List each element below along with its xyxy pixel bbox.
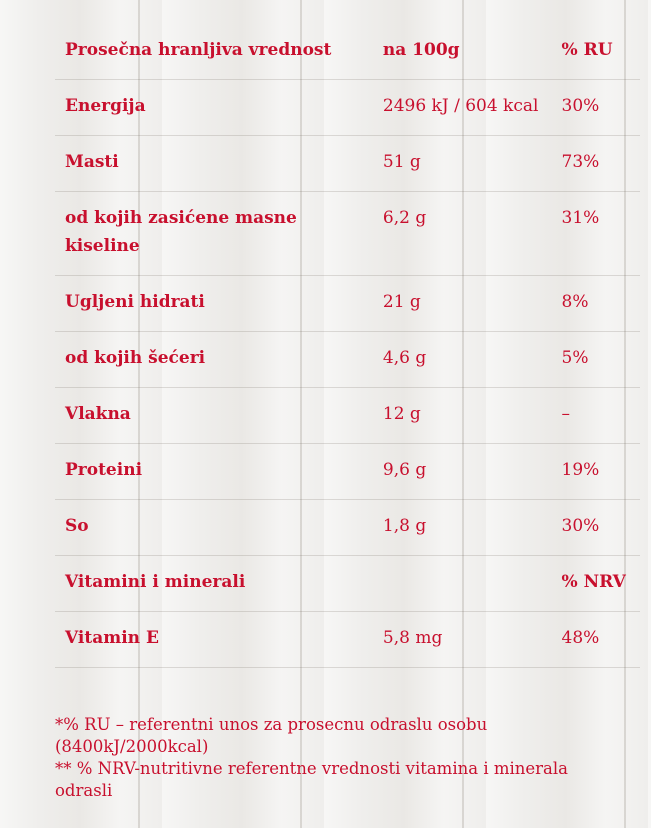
section-name: Vitamini i minerali (55, 556, 373, 612)
table-row (55, 388, 640, 444)
nutrient-amount: 5,8 mg (373, 612, 552, 668)
nutrient-amount: 4,6 g (373, 332, 552, 388)
footnote-nrv: ** % NRV-nutritivne referentne vrednosti vitamina i minerala odrasli (55, 759, 568, 800)
table-row (55, 276, 640, 332)
nutrient-amount: 51 g (373, 136, 552, 192)
header-nutrient: Prosečna hranljiva vrednost (55, 24, 373, 80)
nutrient-amount: 6,2 g (373, 192, 552, 276)
table-row (55, 332, 640, 388)
nutrient-name: Proteini (55, 444, 373, 500)
table-row (55, 192, 640, 276)
nutrient-ru: 30% (552, 80, 641, 136)
header-ru: % RU (552, 24, 641, 80)
nutrient-amount: 12 g (373, 388, 552, 444)
nutrient-ru: 19% (552, 444, 641, 500)
header-per-100g: na 100g (373, 24, 552, 80)
section-amount (373, 556, 552, 612)
nutrient-amount: 1,8 g (373, 500, 552, 556)
nutrient-ru: 8% (552, 276, 641, 332)
nutrient-name: od kojih šećeri (55, 332, 373, 388)
nutrient-name: Masti (55, 136, 373, 192)
nutrient-name: Ugljeni hidrati (55, 276, 373, 332)
nutrient-amount: 2496 kJ / 604 kcal (373, 80, 552, 136)
nutrient-ru: 73% (552, 136, 641, 192)
nutrient-amount: 21 g (373, 276, 552, 332)
section-nrv-header: % NRV (552, 556, 641, 612)
footnotes (55, 714, 615, 802)
table-row-section (55, 556, 640, 612)
nutrient-amount: 9,6 g (373, 444, 552, 500)
table-row (55, 80, 640, 136)
nutrient-name: Energija (55, 80, 373, 136)
nutrient-ru: 5% (552, 332, 641, 388)
table-row (55, 612, 640, 668)
nutrient-name: Vlakna (55, 388, 373, 444)
nutrient-name: So (55, 500, 373, 556)
nutrient-ru: – (552, 388, 641, 444)
table-row (55, 444, 640, 500)
nutrient-name: od kojih zasićene masne kiseline (55, 192, 373, 276)
nutrition-table (55, 24, 640, 668)
nutrient-ru: 30% (552, 500, 641, 556)
nutrient-ru: 31% (552, 192, 641, 276)
footnote-ru: *% RU – referentni unos za prosecnu odraslu osobu (8400kJ/2000kcal) (55, 715, 488, 756)
table-row (55, 500, 640, 556)
table-header-row (55, 24, 640, 80)
nutrient-name: Vitamin E (55, 612, 373, 668)
nutrient-ru: 48% (552, 612, 641, 668)
table-row (55, 136, 640, 192)
